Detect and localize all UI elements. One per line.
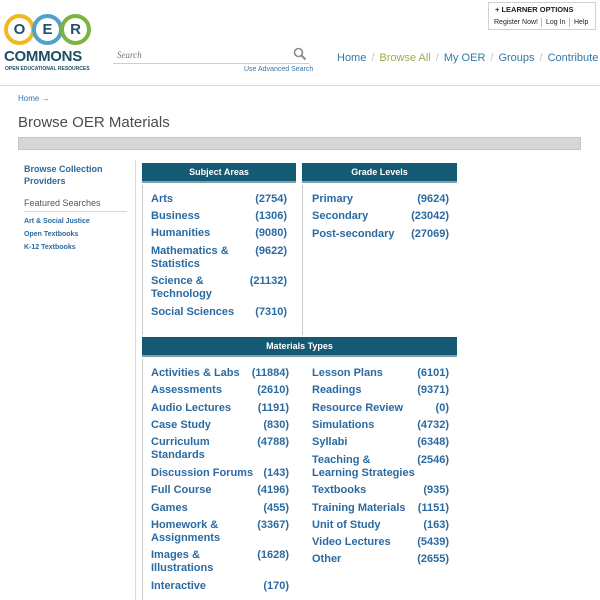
item-count: (6348) <box>417 436 449 448</box>
item-label: Audio Lectures <box>151 402 232 414</box>
item-label: Unit of Study <box>312 519 381 531</box>
item-label: Activities & Labs <box>151 367 240 379</box>
logo-word: COMMONS <box>4 48 82 65</box>
nav-separator: / <box>371 52 375 64</box>
materials-types-header: Materials Types <box>142 337 457 357</box>
item-count: (4788) <box>257 436 289 448</box>
item-count: (4196) <box>257 484 289 496</box>
material-item-homework-assignments[interactable] <box>151 519 289 545</box>
item-count: (23042) <box>411 210 449 222</box>
item-count: (2754) <box>255 193 287 205</box>
item-label: Simulations <box>312 419 375 431</box>
subject-areas-panel <box>142 185 296 335</box>
item-label: Case Study <box>151 419 211 431</box>
item-label: Homework & Assignments <box>151 519 221 544</box>
logo-letter-o: O <box>4 14 35 45</box>
item-label: Resource Review <box>312 402 404 414</box>
item-count: (2655) <box>417 553 449 565</box>
item-count: (0) <box>435 402 449 414</box>
item-count: (9080) <box>255 227 287 239</box>
item-label: Other <box>312 553 342 565</box>
material-item-teaching-learning-strategies[interactable] <box>312 454 449 480</box>
item-count: (1306) <box>255 210 287 222</box>
grade-levels-panel <box>302 185 457 335</box>
nav-home[interactable]: Home <box>337 52 367 64</box>
item-count: (5439) <box>417 536 449 548</box>
item-label: Training Materials <box>312 502 406 514</box>
featured-link-open-textbooks[interactable]: Open Textbooks <box>24 231 79 238</box>
subject-areas-header: Subject Areas <box>142 163 296 183</box>
material-item-images-illustrations[interactable] <box>151 549 289 575</box>
item-label: Lesson Plans <box>312 367 383 379</box>
subject-item-science-technology[interactable] <box>151 275 287 301</box>
item-label: Games <box>151 502 188 514</box>
item-count: (2610) <box>257 384 289 396</box>
item-label: Interactive <box>151 580 207 592</box>
item-label: Curriculum Standards <box>151 436 210 461</box>
item-label: Arts <box>151 193 174 205</box>
logo-tagline: OPEN EDUCATIONAL RESOURCES <box>5 66 90 72</box>
login-link[interactable]: Log In <box>546 19 566 26</box>
item-label: Images & Illustrations <box>151 549 214 574</box>
grade-levels-header: Grade Levels <box>302 163 457 183</box>
divider <box>569 18 570 27</box>
item-label: Post-secondary <box>312 228 395 240</box>
title-divider-bar <box>18 137 581 150</box>
item-label: Readings <box>312 384 362 396</box>
nav-groups[interactable]: Groups <box>498 52 535 64</box>
item-label: Social Sciences <box>151 306 235 318</box>
browse-collection-providers-link[interactable]: Browse Collection Providers <box>24 164 103 186</box>
featured-link-k12-textbooks[interactable]: K-12 Textbooks <box>24 244 76 251</box>
help-link[interactable]: Help <box>574 19 589 26</box>
item-count: (3367) <box>257 519 289 531</box>
page-title: Browse OER Materials <box>18 114 170 131</box>
item-label: Primary <box>312 193 353 205</box>
item-label: Teaching & Learning Strategies <box>312 454 415 479</box>
item-label: Syllabi <box>312 436 348 448</box>
item-label: Assessments <box>151 384 222 396</box>
search-input[interactable] <box>115 47 285 63</box>
item-label: Mathematics & Statistics <box>151 245 229 270</box>
top-links-box <box>488 2 596 30</box>
site-header <box>0 0 600 86</box>
item-count: (4732) <box>417 419 449 431</box>
item-count: (170) <box>263 580 289 592</box>
nav-browse-all[interactable]: Browse All <box>379 52 431 64</box>
item-count: (455) <box>263 502 289 514</box>
advanced-search-link[interactable]: Use Advanced Search <box>244 66 314 73</box>
oer-commons-logo[interactable] <box>4 14 94 74</box>
divider <box>541 18 542 27</box>
search-box <box>113 46 309 64</box>
item-count: (1628) <box>257 549 289 561</box>
featured-searches-heading: Featured Searches <box>24 198 101 208</box>
item-count: (935) <box>423 484 449 496</box>
register-link[interactable]: Register Now! <box>494 19 538 26</box>
item-count: (9622) <box>255 245 287 257</box>
item-count: (27069) <box>411 228 449 240</box>
item-label: Video Lectures <box>312 536 391 548</box>
nav-my-oer[interactable]: My OER <box>443 52 486 64</box>
item-count: (2546) <box>417 454 449 466</box>
divider <box>24 211 127 212</box>
item-count: (9371) <box>417 384 449 396</box>
item-count: (21132) <box>249 275 287 287</box>
logo-letter-e: E <box>32 14 63 45</box>
materials-types-panel <box>142 359 457 600</box>
item-label: Business <box>151 210 200 222</box>
logo-circles <box>4 14 94 46</box>
subject-item-mathematics-statistics[interactable] <box>151 245 287 271</box>
item-count: (830) <box>263 419 289 431</box>
item-label: Science & Technology <box>151 275 212 300</box>
item-count: (6101) <box>417 367 449 379</box>
main-nav <box>337 48 598 62</box>
item-count: (1191) <box>257 402 289 414</box>
item-count: (1151) <box>417 502 449 514</box>
nav-separator: / <box>539 52 543 64</box>
nav-separator: / <box>490 52 494 64</box>
search-icon[interactable] <box>293 47 307 61</box>
nav-contribute[interactable]: Contribute <box>547 52 599 64</box>
item-count: (7310) <box>255 306 287 318</box>
breadcrumb[interactable]: Home → <box>18 94 50 103</box>
learner-options-toggle[interactable]: + LEARNER OPTIONS <box>495 5 574 14</box>
item-count: (163) <box>423 519 449 531</box>
item-label: Humanities <box>151 227 211 239</box>
featured-link-art-social-justice[interactable]: Art & Social Justice <box>24 218 90 225</box>
logo-letter-r: R <box>60 14 91 45</box>
item-count: (9624) <box>417 193 449 205</box>
item-count: (143) <box>263 467 289 479</box>
item-label: Discussion Forums <box>151 467 254 479</box>
material-item-curriculum-standards[interactable] <box>151 436 289 462</box>
nav-separator: / <box>435 52 439 64</box>
item-count: (11884) <box>251 367 289 379</box>
item-label: Full Course <box>151 484 212 496</box>
item-label: Textbooks <box>312 484 367 496</box>
item-label: Secondary <box>312 210 369 222</box>
sidebar <box>18 160 136 600</box>
